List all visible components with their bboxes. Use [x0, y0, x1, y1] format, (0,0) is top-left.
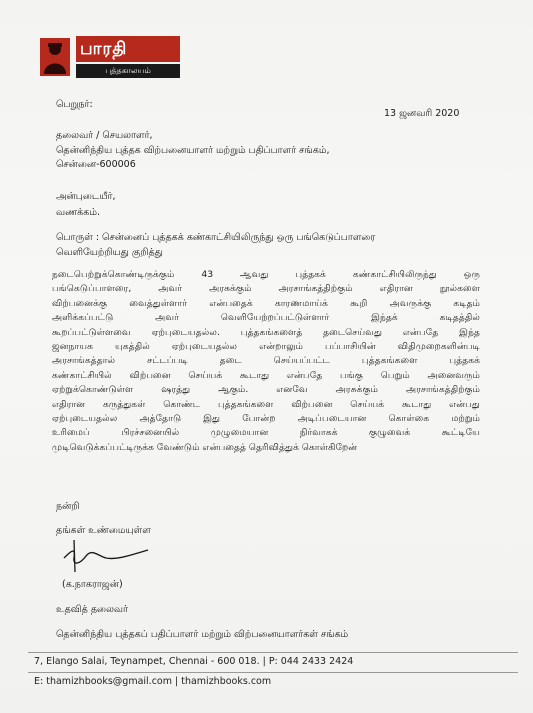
salutation: அன்புடையீர்,	[56, 191, 116, 202]
letter-body	[52, 268, 480, 455]
greeting: வணக்கம்.	[56, 207, 100, 218]
logo-name: பாரதி	[76, 36, 180, 62]
body-line: ஏற்றுக்கொண்டுள்ள ஷரத்து ஆகும். எனவே அரசுக்கும் அரசாங்கத்திற்கும்	[52, 384, 480, 396]
footer-contact: E: thamizhbooks@gmail.com | thamizhbooks.com	[34, 676, 272, 687]
subject-line-2: வெளியேற்றியது குறித்து	[56, 247, 163, 258]
body-line: நடைபெற்றுக்கொண்டிருக்கும் 43 ஆவது புத்தகக் கண்காட்சியிலிருந்து ஒரு	[52, 269, 480, 280]
body-line: ஏற்புடையதல்ல அத்தோடு இது போன்ற அடிப்படையான கொள்கை மற்றும்	[52, 413, 480, 425]
footer-divider	[28, 652, 518, 653]
handwritten-signature	[62, 536, 152, 576]
addressee-city: சென்னை-600006	[56, 159, 136, 170]
closing: தங்கள் உண்மையுள்ள	[56, 525, 151, 536]
recipient-label: பெறுநர்:	[56, 99, 93, 110]
thanks: நன்றி	[56, 501, 80, 512]
body-line: அளிக்கப்பட்டு அவர் வெளியேற்றப்பட்டுள்ளார் இந்தக் கடிதத்தில்	[52, 312, 480, 324]
body-line: விற்பனைக்கு வைத்துள்ளார் என்பதைக் காரணமாய்க் கூறி அவருக்கு கடிதம்	[52, 297, 480, 309]
addressee-title: தலைவர் / செயலாளர்,	[56, 130, 153, 141]
body-line: உரிமைப் பிரச்சனையில் முழுமையான நிர்வாகக் குழுவைக் கூட்டியே	[52, 427, 480, 439]
poet-portrait-icon	[40, 38, 70, 76]
body-line: முடிவெடுக்கப்பட்டிருக்க வேண்டும் என்பதைத் தெரிவித்துக் கொள்கிறேன்	[52, 441, 358, 453]
publisher-logo	[40, 36, 178, 80]
signatory-name: (க.நாகராஜன்)	[62, 579, 123, 590]
body-line: கூறப்பட்டுள்ளவை ஏற்புடையதல்ல. புத்தகங்களைத் தடைசெய்வது என்பதே இந்த	[52, 326, 480, 338]
addressee-org: தென்னிந்திய புத்தக விற்பனையாளர் மற்றும் பதிப்பாளர் சங்கம்,	[56, 145, 330, 156]
letter-date: 13 ஜனவரி 2020	[384, 108, 460, 119]
signatory-org: தென்னிந்திய புத்தகப் பதிப்பாளர் மற்றும் விற்பனையாளர்கள் சங்கம்	[56, 629, 349, 640]
subject-line-1: பொருள் : சென்னைப் புத்தகக் கண்காட்சியிலிருந்து ஒரு பங்கெடுப்பாளரை	[56, 232, 376, 243]
logo-subtitle: புத்தகாலயம்	[76, 64, 180, 78]
body-line: கண்காட்சியில் விற்பனை செய்யக் கூடாது என்பதே பங்கு பெறும் அனைவரும்	[52, 369, 480, 381]
body-line: பங்கெடுப்பாளரை, அவர் அரசுக்கும் அரசாங்கத்திற்கும் எதிரான நூல்களை	[52, 283, 480, 295]
body-line: அரசாங்கத்தால் சட்டப்படி தடை செய்யப்பட்ட புத்தகங்களை புத்தகக்	[52, 355, 480, 367]
footer-divider	[28, 672, 518, 673]
body-line: ஜனநாயக யுகத்தில் ஏற்புடையதல்ல என்றாலும் பப்பாசியின் விதிமுறைகளின்படி	[52, 341, 480, 353]
body-line: எதிரான கருத்துகள் கொண்ட புத்தகங்களை விற்பனை செய்யக் கூடாது என்பது	[52, 398, 480, 410]
signatory-title: உதவித் தலைவர்	[56, 604, 128, 615]
footer-address: 7, Elango Salai, Teynampet, Chennai - 600 018. | P: 044 2433 2424	[34, 656, 354, 667]
